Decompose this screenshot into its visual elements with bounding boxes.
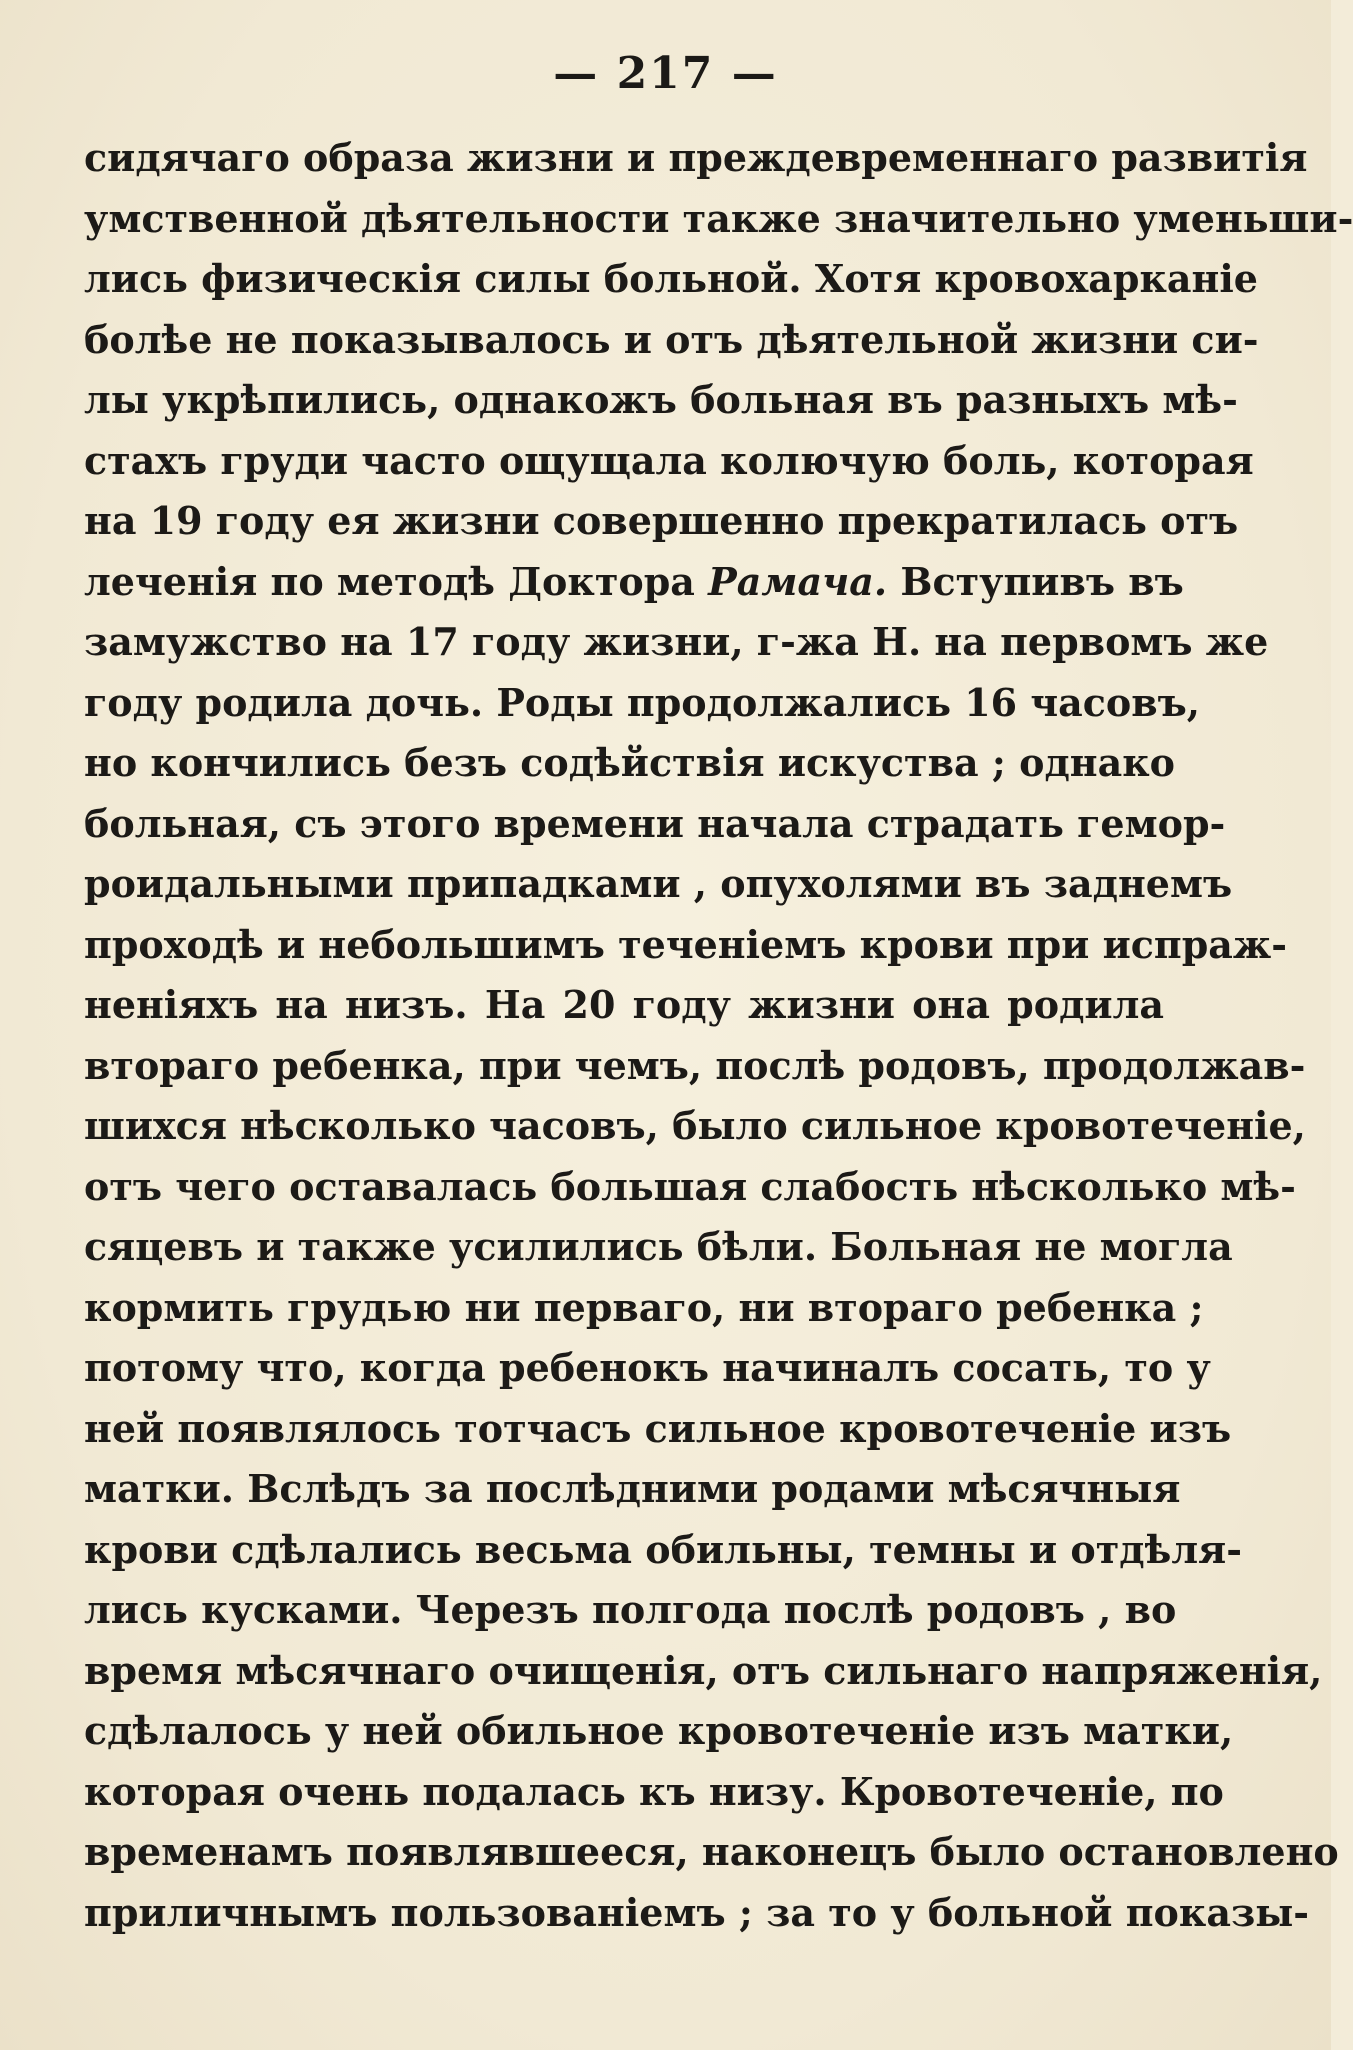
text-line: отъ чего оставалась большая слабость нѣсколько мѣ- (84, 1163, 1296, 1209)
text-line: лись кусками. Черезъ полгода послѣ родовъ , во (84, 1587, 1177, 1632)
text-line: кормить грудью ни перваго, ни втораго ребенка ; (84, 1284, 1204, 1330)
page-number: — 217 — (553, 48, 778, 99)
body-text (84, 128, 1353, 1943)
line-segment: леченія по методѣ Доктора (84, 558, 709, 604)
text-line: ней появлялось тотчасъ сильное кровотеченіе изъ (84, 1405, 1232, 1451)
text-line: приличнымъ пользованіемъ ; за то у больной показы- (84, 1889, 1310, 1935)
text-line: сяцевъ и также усилились бѣли. Больная не могла (84, 1224, 1233, 1269)
text-line-with-italic (84, 552, 1184, 613)
text-line: сидячаго образа жизни и преждевременнаго развитія (84, 135, 1308, 180)
text-line: неніяхъ на низъ. На 20 году жизни она родила (84, 982, 1164, 1027)
italic-surname: Рамача. (708, 558, 888, 604)
text-line: временамъ появлявшееся, наконецъ было остановлено (84, 1829, 1339, 1874)
text-line: проходѣ и небольшимъ теченіемъ крови при испраж- (84, 921, 1288, 967)
text-line: на 19 году ея жизни совершенно прекратилась отъ (84, 498, 1239, 543)
text-line: лись физическія силы больной. Хотя кровохарканіе (84, 256, 1258, 301)
text-line: болѣе не показывалось и отъ дѣятельной жизни си- (84, 316, 1259, 362)
text-line: втораго ребенка, при чемъ, послѣ родовъ, продолжав- (84, 1042, 1306, 1088)
text-line: потому что, когда ребенокъ начиналъ сосать, то у (84, 1345, 1211, 1390)
text-line: стахъ груди часто ощущала колючую боль, которая (84, 437, 1254, 483)
text-line: замужство на 17 году жизни, г-жа Н. на первомъ же (84, 619, 1269, 664)
text-line: году родила дочь. Роды продолжались 16 часовъ, (84, 679, 1201, 725)
text-line: больная, съ этого времени начала страдать гемор- (84, 800, 1226, 846)
text-line: лы укрѣпились, однакожъ больная въ разныхъ мѣ- (84, 377, 1238, 422)
line-segment: Вступивъ въ (887, 558, 1184, 604)
text-line: роидальными припадками , опухолями въ заднемъ (84, 861, 1233, 906)
text-line: которая очень подалась къ низу. Кровотеченіе, по (84, 1768, 1224, 1814)
text-line: шихся нѣсколько часовъ, было сильное кровотеченіе, (84, 1103, 1306, 1148)
text-line: умственной дѣятельности также значительно уменьши- (84, 195, 1353, 241)
text-line: матки. Вслѣдъ за послѣдними родами мѣсячныя (84, 1466, 1181, 1511)
text-line: крови сдѣлались весьма обильны, темны и отдѣля- (84, 1526, 1242, 1572)
text-line: но кончились безъ содѣйствія искуства ; однако (84, 740, 1175, 785)
text-line: время мѣсячнаго очищенія, отъ сильнаго напряженія, (84, 1647, 1323, 1693)
text-line: сдѣлалось у ней обильное кровотеченіе изъ матки, (84, 1708, 1234, 1753)
